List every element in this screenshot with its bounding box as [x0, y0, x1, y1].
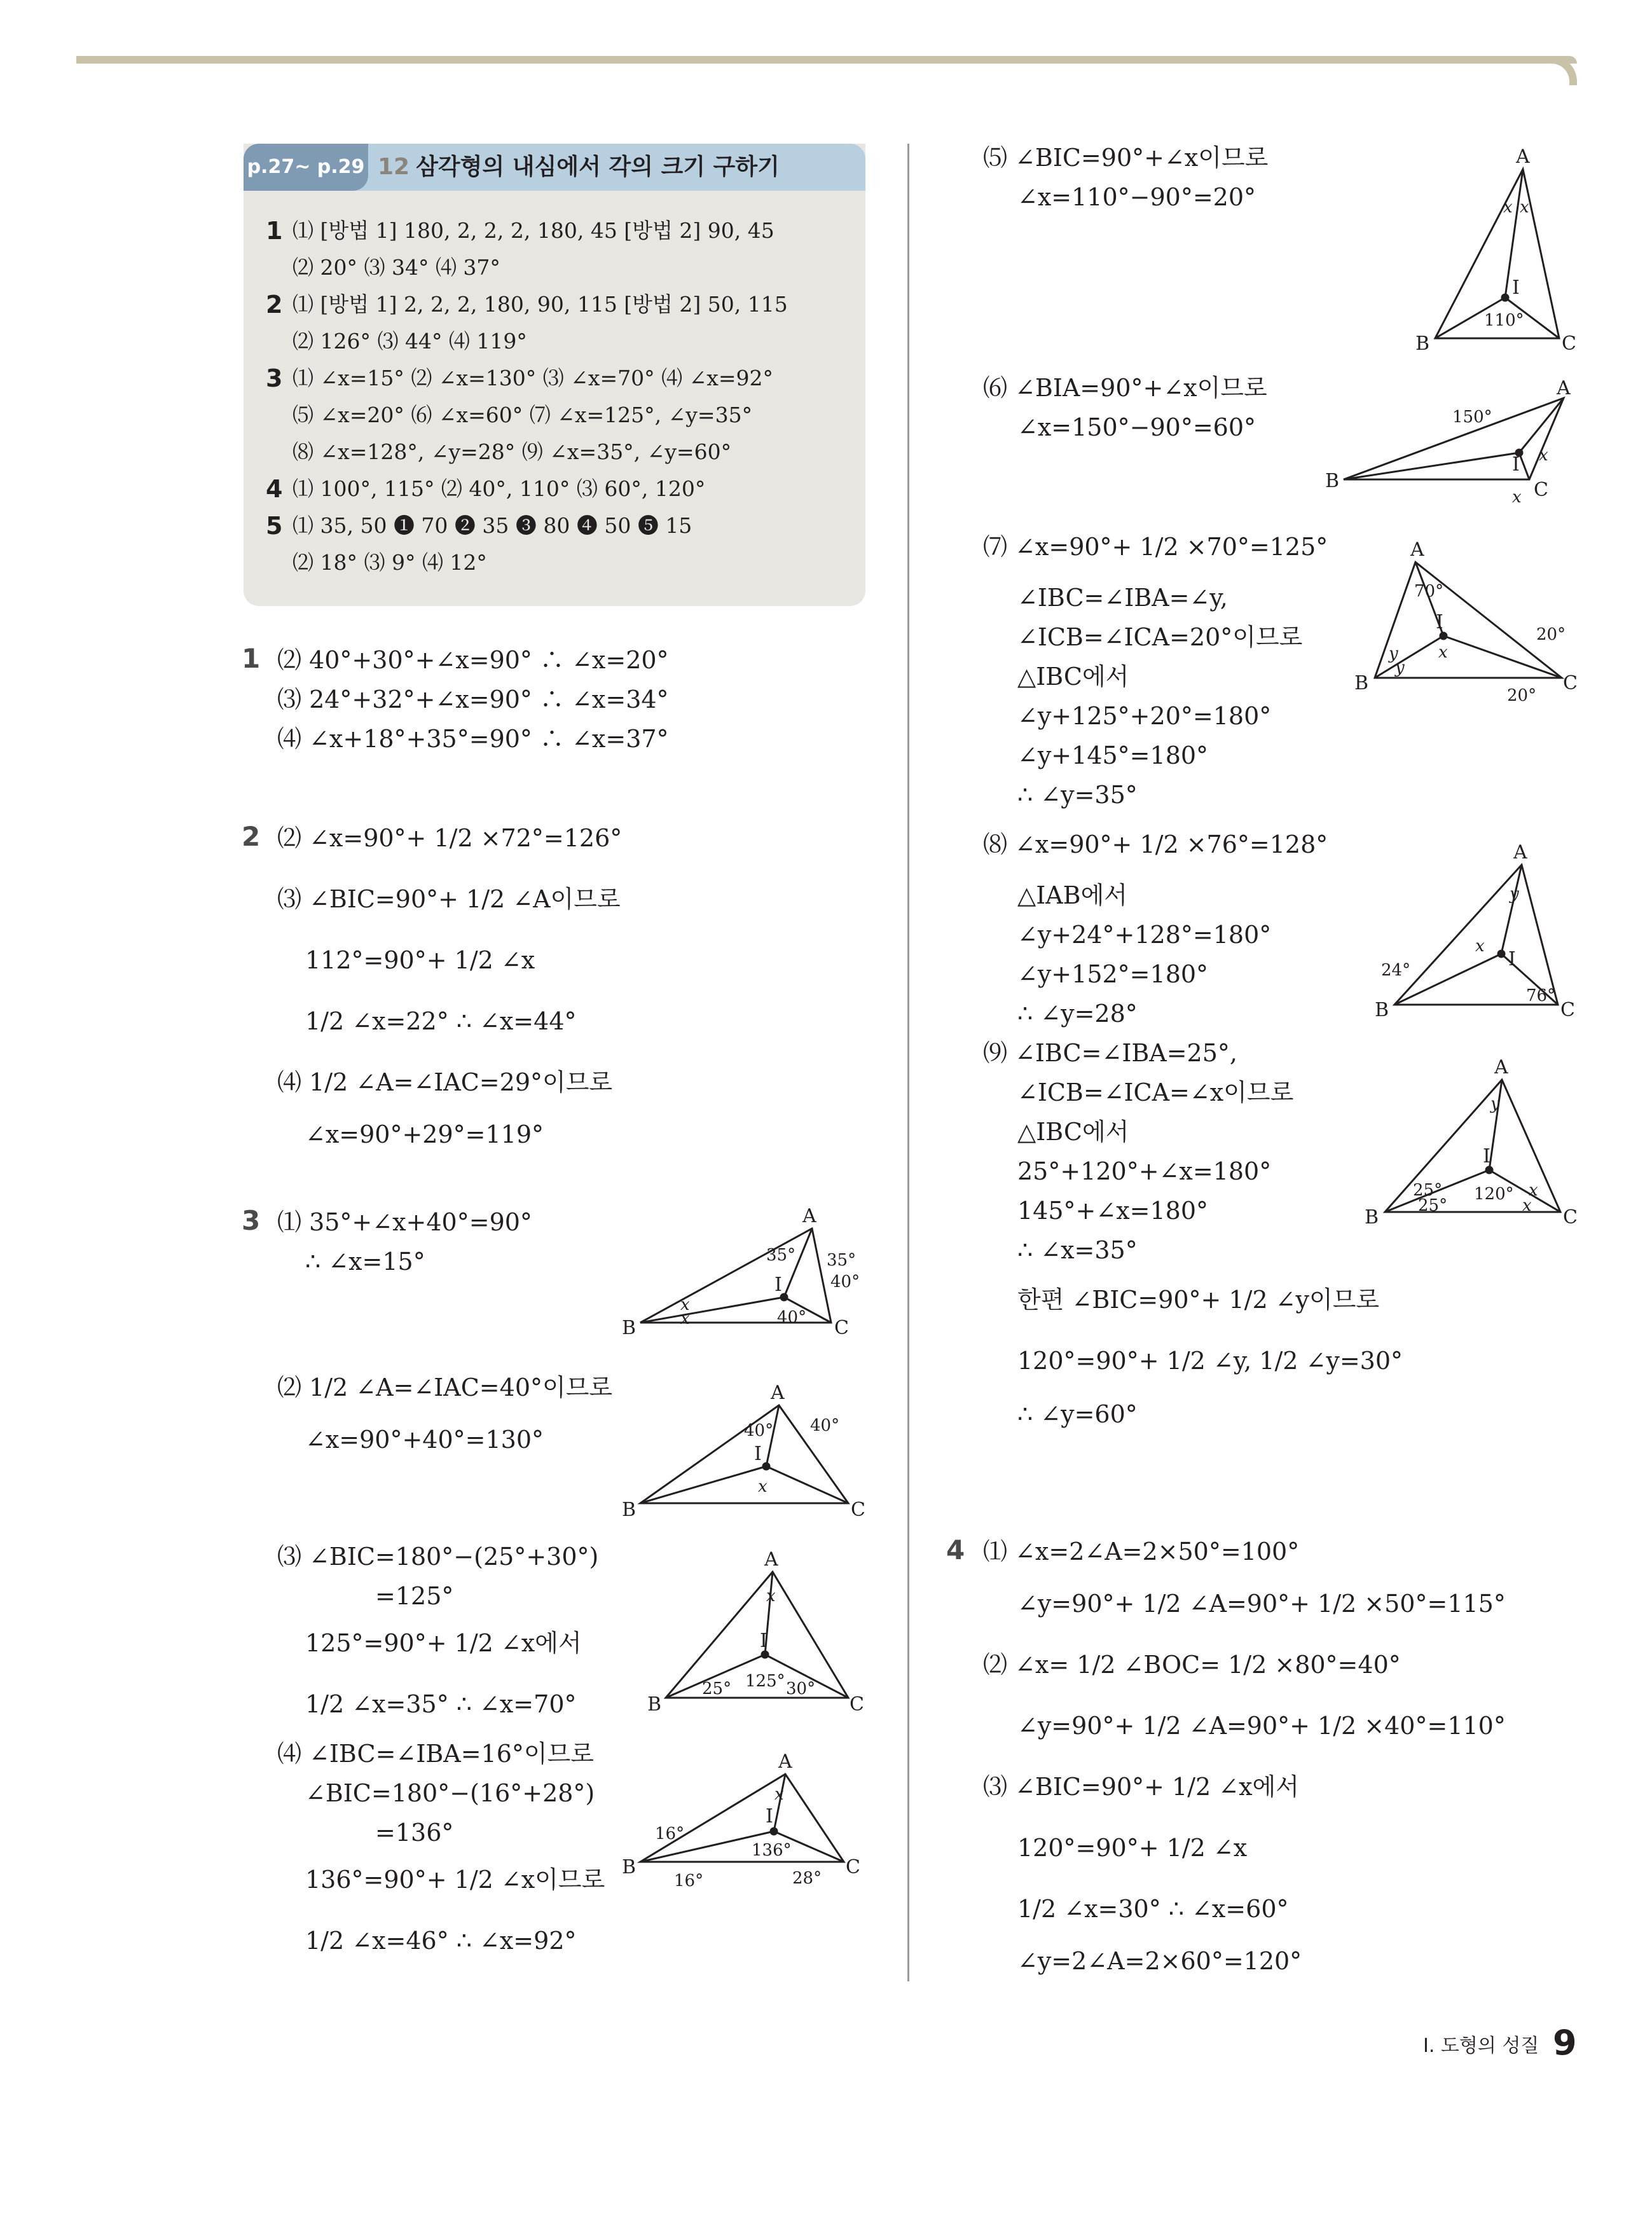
answer-number: 4 [266, 475, 283, 503]
angle-label: 40° [777, 1308, 807, 1327]
solution-line: ∠x=90°+29°=119° [305, 1120, 544, 1148]
solution-line: 1/2 ∠x=35° ∴ ∠x=70° [305, 1690, 577, 1718]
vertex-label: A [1494, 1056, 1508, 1078]
vertex-label: I [754, 1443, 762, 1465]
solution-line: △IBC에서 [1017, 1118, 1129, 1146]
answer-number: 3 [266, 364, 283, 392]
solution-line: ∴ ∠y=60° [1017, 1400, 1138, 1428]
angle-label: y [1395, 658, 1405, 677]
angle-label: 125° [745, 1672, 785, 1691]
vertex-label: I [1508, 948, 1516, 970]
solution-line: ∠BIC=180°−(16°+28°) [305, 1779, 595, 1807]
answer-line: ⑴ [방법 1] 2, 2, 2, 180, 90, 115 [방법 2] 50, 115 [293, 292, 788, 317]
problem-number: 2 [242, 821, 261, 852]
solution-line: ∴ ∠y=28° [1017, 1000, 1138, 1028]
vertex-label: B [1365, 1206, 1379, 1229]
vertex-label: B [622, 1317, 637, 1339]
solution-line: ⑸ ∠BIC=90°+∠x이므로 [983, 144, 1269, 172]
vertex-label: C [1563, 1206, 1578, 1229]
angle-label: 28° [792, 1869, 822, 1888]
vertex-label: C [1534, 479, 1548, 501]
answer-line: ⑴ [방법 1] 180, 2, 2, 2, 180, 45 [방법 2] 90, 45 [293, 218, 774, 243]
solution-line: 1/2 ∠x=46° ∴ ∠x=92° [305, 1927, 577, 1955]
angle-label: y [1389, 644, 1398, 663]
vertex-label: A [778, 1751, 792, 1773]
vertex-label: C [1562, 333, 1576, 355]
vertex-label: A [771, 1382, 785, 1404]
vertex-label: A [1516, 146, 1530, 168]
solution-line: ⑼ ∠IBC=∠IBA=25°, [983, 1039, 1237, 1067]
section-number: 12 [378, 154, 410, 180]
vertex-label: B [622, 1856, 637, 1878]
angle-label: 136° [752, 1841, 792, 1860]
solution-line: ⑵ 40°+30°+∠x=90° ∴ ∠x=20° [277, 646, 669, 674]
angle-label: 25° [1418, 1196, 1448, 1215]
solution-line: ⑶ ∠BIC=90°+ 1/2 ∠x에서 [983, 1773, 1299, 1801]
solution-line: ∠x=150°−90°=60° [1017, 413, 1256, 441]
solution-line: ∠y=90°+ 1/2 ∠A=90°+ 1/2 ×50°=115° [1017, 1590, 1506, 1618]
answer-line: ⑵ 18° ⑶ 9° ⑷ 12° [293, 550, 487, 575]
figure-3-9 [1365, 1056, 1578, 1229]
solution-line: 136°=90°+ 1/2 ∠x이므로 [305, 1866, 605, 1894]
solution-line: ∴ ∠x=15° [305, 1248, 425, 1276]
angle-label: 16° [655, 1824, 685, 1843]
angle-label: 120° [1474, 1185, 1514, 1204]
vertex-label: A [764, 1548, 778, 1571]
answer-line: ⑵ 20° ⑶ 34° ⑷ 37° [293, 255, 500, 280]
solution-line: ∠y+125°+20°=180° [1017, 702, 1272, 730]
solution-line: ⑷ ∠x+18°+35°=90° ∴ ∠x=37° [277, 725, 669, 753]
answer-line: ⑴ 100°, 115° ⑵ 40°, 110° ⑶ 60°, 120° [293, 476, 706, 501]
vertex-label: I [1436, 611, 1443, 633]
solution-line: ∠x=110°−90°=20° [1017, 183, 1256, 211]
solution-line: 125°=90°+ 1/2 ∠x에서 [305, 1629, 582, 1657]
solution-line: =125° [375, 1582, 454, 1610]
solution-line: ∠y+145°=180° [1017, 741, 1209, 769]
solution-line: 1/2 ∠x=30° ∴ ∠x=60° [1017, 1895, 1289, 1923]
angle-label: 20° [1536, 625, 1566, 644]
angle-label: 110° [1484, 311, 1524, 330]
angle-label: 35° [827, 1251, 857, 1270]
angle-label: 150° [1452, 408, 1492, 427]
solution-line: ∴ ∠x=35° [1017, 1236, 1138, 1264]
vertex-label: C [834, 1317, 849, 1339]
vertex-label: C [851, 1499, 865, 1521]
page-range-tag: p.27~ p.29 [244, 144, 368, 191]
solution-line: ⑶ 24°+32°+∠x=90° ∴ ∠x=34° [277, 685, 669, 713]
angle-label: x [680, 1309, 690, 1328]
vertex-label: I [760, 1630, 767, 1652]
solution-line: ∠y=90°+ 1/2 ∠A=90°+ 1/2 ×40°=110° [1017, 1712, 1506, 1740]
angle-label: 16° [674, 1871, 704, 1890]
vertex-label: B [1354, 672, 1369, 694]
solution-line: ⑶ ∠BIC=90°+ 1/2 ∠A이므로 [277, 885, 621, 913]
answer-line: ⑸ ∠x=20° ⑹ ∠x=60° ⑺ ∠x=125°, ∠y=35° [293, 403, 753, 427]
solution-line: ∴ ∠y=35° [1017, 781, 1138, 809]
solution-line: ∠ICB=∠ICA=∠x이므로 [1017, 1078, 1294, 1106]
angle-label: x [1522, 1196, 1532, 1215]
angle-label: 20° [1507, 686, 1537, 705]
solution-line: ∠IBC=∠IBA=∠y, [1017, 584, 1228, 612]
angle-label: 35° [766, 1246, 796, 1265]
angle-label: 25° [702, 1679, 732, 1698]
angle-label: 40° [810, 1416, 840, 1435]
figure-3-5 [1415, 146, 1576, 355]
vertex-label: C [1563, 672, 1578, 694]
solution-line: ⑷ ∠IBC=∠IBA=16°이므로 [277, 1740, 595, 1768]
solution-line: ∠ICB=∠ICA=20°이므로 [1017, 623, 1303, 651]
angle-label: x [680, 1295, 690, 1314]
angle-label: x [766, 1586, 776, 1606]
solution-line: ⑴ 35°+∠x+40°=90° [277, 1208, 532, 1236]
solution-line: ⑺ ∠x=90°+ 1/2 ×70°=125° [983, 533, 1328, 561]
solution-line: ⑶ ∠BIC=180°−(25°+30°) [277, 1543, 599, 1571]
figure-3-6 [1325, 377, 1571, 507]
vertex-label: C [1560, 999, 1575, 1021]
angle-label: x [1529, 1181, 1538, 1200]
angle-label: 25° [1413, 1181, 1443, 1200]
figure-3-2 [622, 1382, 865, 1521]
solution-line: 120°=90°+ 1/2 ∠x [1017, 1834, 1248, 1862]
problem-number: 3 [242, 1205, 261, 1236]
solution-line: ∠y+152°=180° [1017, 960, 1209, 988]
solution-line: ⑷ 1/2 ∠A=∠IAC=29°이므로 [277, 1068, 613, 1096]
solution-line: ⑻ ∠x=90°+ 1/2 ×76°=128° [983, 830, 1328, 858]
answer-line: ⑴ 35, 50 ❶ 70 ❷ 35 ❸ 80 ❹ 50 ❺ 15 [293, 513, 692, 538]
answer-line: ⑴ ∠x=15° ⑵ ∠x=130° ⑶ ∠x=70° ⑷ ∠x=92° [293, 366, 774, 390]
solution-line: ⑴ ∠x=2∠A=2×50°=100° [983, 1538, 1300, 1566]
vertex-label: B [647, 1693, 662, 1716]
solution-line: 145°+∠x=180° [1017, 1197, 1209, 1225]
angle-label: y [1510, 884, 1519, 904]
vertex-label: I [774, 1274, 782, 1296]
figure-3-1 [622, 1205, 860, 1339]
vertex-label: I [1512, 453, 1520, 476]
solution-line: △IBC에서 [1017, 663, 1129, 691]
angle-label: 76° [1526, 986, 1556, 1005]
vertex-label: B [1375, 999, 1389, 1021]
vertex-label: B [622, 1499, 637, 1521]
solution-line: =136° [375, 1819, 454, 1847]
answer-line: ⑵ 126° ⑶ 44° ⑷ 119° [293, 329, 527, 354]
answer-number: 1 [266, 217, 283, 245]
vertex-label: I [1483, 1145, 1490, 1167]
angle-label: 70° [1414, 582, 1444, 601]
angle-label: x [1512, 488, 1522, 507]
angle-label: x [1520, 198, 1529, 217]
solution-line: 1/2 ∠x=22° ∴ ∠x=44° [305, 1007, 577, 1035]
chapter-label: Ⅰ. 도형의 성질 [1423, 2035, 1539, 2057]
angle-label: x [774, 1785, 784, 1804]
vertex-label: C [850, 1693, 864, 1716]
answer-line: ⑻ ∠x=128°, ∠y=28° ⑼ ∠x=35°, ∠y=60° [293, 439, 732, 464]
angle-label: 40° [744, 1421, 774, 1440]
figure-3-7 [1354, 539, 1578, 705]
angle-label: x [1475, 937, 1485, 956]
solution-line: 120°=90°+ 1/2 ∠y, 1/2 ∠y=30° [1017, 1347, 1403, 1375]
vertex-label: I [766, 1805, 773, 1827]
vertex-label: A [802, 1205, 816, 1227]
figure-3-8 [1375, 841, 1575, 1021]
solution-line: ⑵ 1/2 ∠A=∠IAC=40°이므로 [277, 1373, 613, 1401]
solution-line: ∠y+24°+128°=180° [1017, 921, 1272, 949]
section-title-text: 삼각형의 내심에서 각의 크기 구하기 [416, 154, 780, 180]
problem-number: 4 [946, 1534, 965, 1566]
vertex-label: B [1415, 333, 1430, 355]
answer-number: 2 [266, 291, 283, 319]
page-number: 9 [1553, 2023, 1577, 2063]
solution-line: 한편 ∠BIC=90°+ 1/2 ∠y이므로 [1017, 1286, 1380, 1314]
problem-number: 1 [242, 643, 261, 674]
angle-label: x [1539, 446, 1548, 465]
solution-line: ⑵ ∠x= 1/2 ∠BOC= 1/2 ×80°=40° [983, 1651, 1401, 1679]
vertex-label: B [1325, 470, 1340, 492]
angle-label: x [758, 1477, 767, 1496]
figure-3-4 [622, 1751, 860, 1890]
angle-label: x [1503, 198, 1513, 217]
solution-line: ∠y=2∠A=2×60°=120° [1017, 1947, 1302, 1975]
angle-label: 24° [1381, 961, 1411, 980]
solution-line: △IAB에서 [1017, 881, 1128, 909]
solution-line: 112°=90°+ 1/2 ∠x [305, 946, 535, 974]
answer-number: 5 [266, 512, 283, 540]
angle-label: 30° [786, 1679, 816, 1698]
vertex-label: C [846, 1856, 860, 1878]
angle-label: x [1438, 643, 1448, 662]
angle-label: y [1490, 1094, 1500, 1113]
vertex-label: A [1410, 539, 1424, 561]
solution-line: ⑹ ∠BIA=90°+∠x이므로 [983, 374, 1267, 402]
figure-3-3 [647, 1548, 864, 1716]
vertex-label: A [1557, 377, 1571, 399]
angle-label: 40° [830, 1272, 860, 1291]
vertex-label: I [1512, 277, 1520, 299]
vertex-label: A [1513, 841, 1527, 864]
solution-line: ∠x=90°+40°=130° [305, 1426, 544, 1454]
solution-line: ⑵ ∠x=90°+ 1/2 ×72°=126° [277, 824, 623, 852]
solution-line: 25°+120°+∠x=180° [1017, 1157, 1272, 1185]
